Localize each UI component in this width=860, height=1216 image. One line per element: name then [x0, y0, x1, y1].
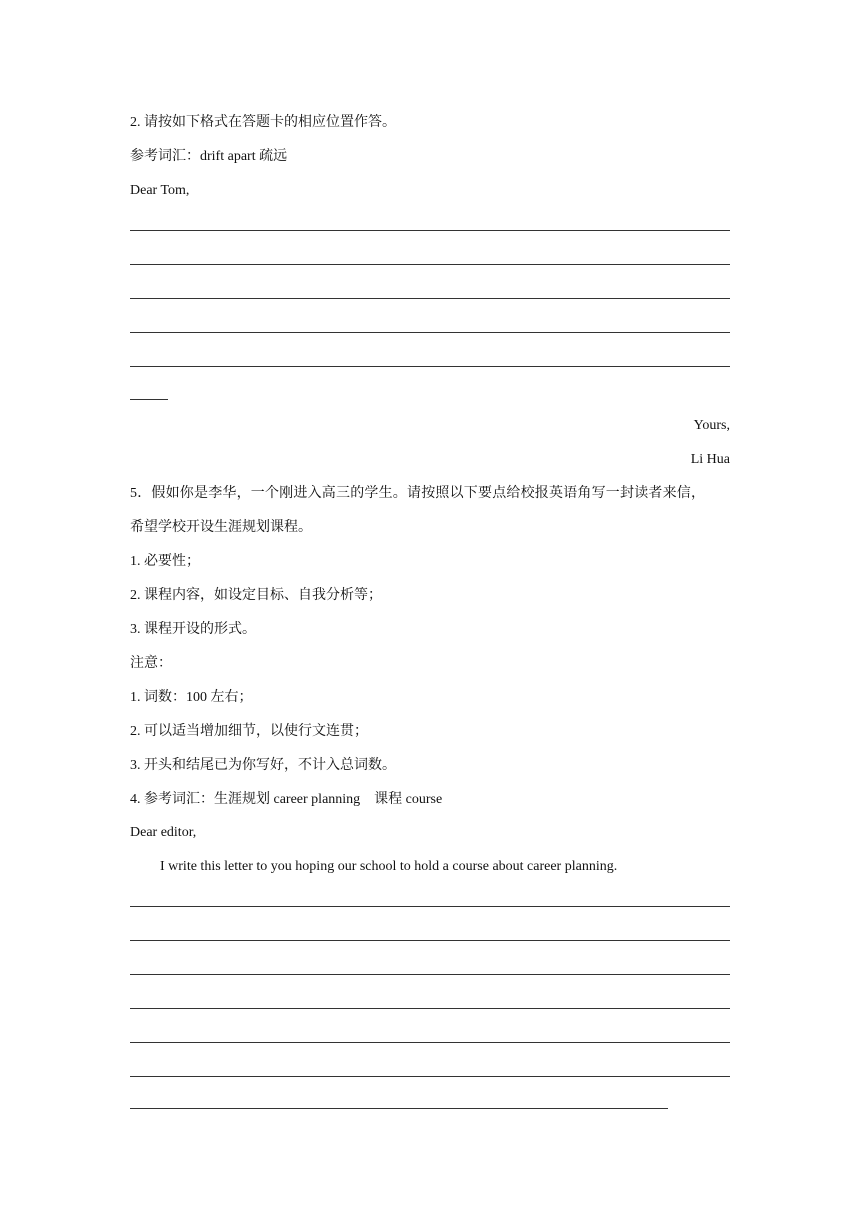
answer-line [130, 366, 730, 367]
answer-line [130, 1076, 730, 1077]
letter-opening-sentence: I write this letter to you hoping our school to hold a course about career planning. [160, 859, 618, 874]
answer-line [130, 974, 730, 975]
vocab-reference: 参考词汇：drift apart 疏远 [130, 149, 288, 164]
point-item: 3. 课程开设的形式。 [130, 622, 256, 637]
answer-line [130, 940, 730, 941]
point-item: 1. 必要性； [130, 554, 200, 569]
question-prompt-cont: 希望学校开设生涯规划课程。 [130, 520, 312, 535]
note-item: 3. 开头和结尾已为你写好，不计入总词数。 [130, 758, 396, 773]
note-item: 2. 可以适当增加细节，以使行文连贯； [130, 724, 368, 739]
letter-greeting: Dear editor, [130, 825, 197, 840]
notes-title: 注意： [130, 656, 172, 671]
note-item: 4. 参考词汇：生涯规划 career planning 课程 course [130, 792, 443, 807]
letter-signature: Li Hua [690, 452, 730, 467]
question-prompt: 5．假如你是李华，一个刚进入高三的学生。请按照以下要点给校报英语角写一封读者来信， [130, 486, 706, 501]
answer-line [130, 1108, 668, 1109]
answer-line [130, 1042, 730, 1043]
note-item: 1. 词数：100 左右； [130, 690, 253, 705]
instruction-text: 2. 请按如下格式在答题卡的相应位置作答。 [130, 115, 396, 130]
answer-line [130, 906, 730, 907]
answer-line [130, 264, 730, 265]
letter-greeting: Dear Tom, [130, 183, 190, 198]
answer-line [130, 230, 730, 231]
letter-closing: Yours, [693, 418, 730, 433]
answer-line [130, 332, 730, 333]
answer-line [130, 298, 730, 299]
point-item: 2. 课程内容，如设定目标、自我分析等； [130, 588, 382, 603]
answer-line [130, 399, 168, 400]
answer-line [130, 1008, 730, 1009]
